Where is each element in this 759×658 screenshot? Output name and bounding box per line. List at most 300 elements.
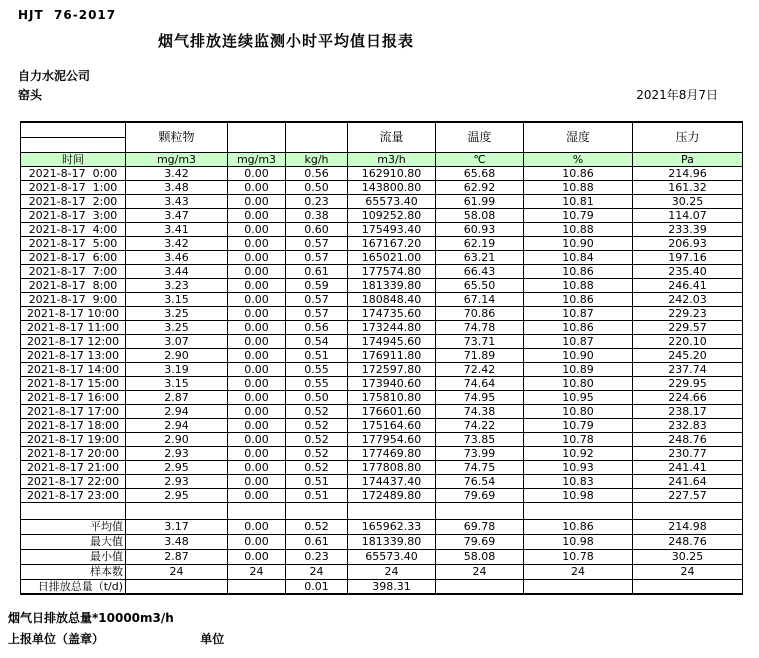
value-cell: 10.89 xyxy=(524,362,633,376)
value-cell: 167167.20 xyxy=(348,236,436,250)
value-cell: 30.25 xyxy=(633,194,743,208)
value-cell: 2.95 xyxy=(126,460,228,474)
value-cell: 0.00 xyxy=(228,306,286,320)
value-cell: 0.00 xyxy=(228,348,286,362)
time-cell: 2021-8-17 20:00 xyxy=(21,446,126,460)
value-cell: 10.86 xyxy=(524,166,633,180)
value-cell: 3.25 xyxy=(126,306,228,320)
value-cell xyxy=(524,579,633,594)
value-cell: 176601.60 xyxy=(348,404,436,418)
time-cell: 2021-8-17 22:00 xyxy=(21,474,126,488)
value-cell: 3.43 xyxy=(126,194,228,208)
value-cell: 73.85 xyxy=(436,432,524,446)
value-cell: 248.76 xyxy=(633,534,743,549)
table-row xyxy=(21,222,743,236)
value-cell: 227.57 xyxy=(633,488,743,502)
value-cell: 0.00 xyxy=(228,474,286,488)
time-cell: 2021-8-17 12:00 xyxy=(21,334,126,348)
group-header-row xyxy=(21,122,743,137)
value-cell: 0.52 xyxy=(286,404,348,418)
value-cell: 173244.80 xyxy=(348,320,436,334)
value-cell: 10.95 xyxy=(524,390,633,404)
spacer-cell xyxy=(126,502,228,519)
value-cell: 73.71 xyxy=(436,334,524,348)
value-cell: 229.57 xyxy=(633,320,743,334)
value-cell: 398.31 xyxy=(348,579,436,594)
value-cell: 2.90 xyxy=(126,432,228,446)
summary-label-text: 最大值 xyxy=(90,535,123,548)
value-cell: 62.92 xyxy=(436,180,524,194)
spacer-cell xyxy=(21,502,126,519)
value-cell: 0.51 xyxy=(286,348,348,362)
summary-label xyxy=(21,579,126,594)
value-cell: 0.00 xyxy=(228,390,286,404)
value-cell: 10.93 xyxy=(524,460,633,474)
time-cell: 2021-8-17 7:00 xyxy=(21,264,126,278)
unit-label: 单位 xyxy=(200,632,225,646)
table-row xyxy=(21,404,743,418)
time-header-bottom-cell xyxy=(21,137,126,152)
time-cell: 2021-8-17 4:00 xyxy=(21,222,126,236)
summary-label-text: 平均值 xyxy=(90,520,123,533)
value-cell xyxy=(436,579,524,594)
value-cell: 232.83 xyxy=(633,418,743,432)
value-cell: 79.69 xyxy=(436,488,524,502)
value-cell: 238.17 xyxy=(633,404,743,418)
company-name: 自力水泥公司 xyxy=(18,69,91,83)
table-row xyxy=(21,488,743,502)
value-cell: 242.03 xyxy=(633,292,743,306)
value-cell: 3.07 xyxy=(126,334,228,348)
value-cell: 161.32 xyxy=(633,180,743,194)
summary-label xyxy=(21,564,126,579)
value-cell: 24 xyxy=(524,564,633,579)
col-group-pressure: 压力 xyxy=(633,122,743,152)
value-cell: 10.98 xyxy=(524,534,633,549)
value-cell: 65573.40 xyxy=(348,194,436,208)
time-cell: 2021-8-17 23:00 xyxy=(21,488,126,502)
value-cell: 71.89 xyxy=(436,348,524,362)
value-cell: 229.95 xyxy=(633,376,743,390)
unit-header: mg/m3 xyxy=(228,152,286,166)
value-cell: 24 xyxy=(633,564,743,579)
time-cell: 2021-8-17 3:00 xyxy=(21,208,126,222)
value-cell: 0.52 xyxy=(286,446,348,460)
value-cell: 177954.60 xyxy=(348,432,436,446)
value-cell: 2.90 xyxy=(126,348,228,362)
time-cell: 2021-8-17 16:00 xyxy=(21,390,126,404)
value-cell: 0.57 xyxy=(286,306,348,320)
value-cell: 3.44 xyxy=(126,264,228,278)
table-row xyxy=(21,236,743,250)
time-cell: 2021-8-17 10:00 xyxy=(21,306,126,320)
value-cell: 0.61 xyxy=(286,534,348,549)
value-cell: 70.86 xyxy=(436,306,524,320)
value-cell: 0.23 xyxy=(286,194,348,208)
value-cell: 206.93 xyxy=(633,236,743,250)
value-cell: 214.98 xyxy=(633,519,743,534)
value-cell: 2.94 xyxy=(126,418,228,432)
value-cell: 0.57 xyxy=(286,250,348,264)
table-row xyxy=(21,208,743,222)
value-cell: 3.47 xyxy=(126,208,228,222)
value-cell: 65573.40 xyxy=(348,549,436,564)
spacer-row xyxy=(21,502,743,519)
time-cell: 2021-8-17 19:00 xyxy=(21,432,126,446)
summary-label-text: 日排放总量（t/d) xyxy=(37,579,123,593)
value-cell: 174945.60 xyxy=(348,334,436,348)
unit-header: Pa xyxy=(633,152,743,166)
time-header-top-cell xyxy=(21,122,126,137)
time-cell: 2021-8-17 13:00 xyxy=(21,348,126,362)
summary-label xyxy=(21,534,126,549)
value-cell: 10.86 xyxy=(524,519,633,534)
value-cell: 10.86 xyxy=(524,292,633,306)
value-cell: 24 xyxy=(436,564,524,579)
value-cell: 0.52 xyxy=(286,460,348,474)
value-cell xyxy=(126,579,228,594)
value-cell: 241.41 xyxy=(633,460,743,474)
value-cell: 69.78 xyxy=(436,519,524,534)
value-cell: 3.23 xyxy=(126,278,228,292)
value-cell: 0.56 xyxy=(286,320,348,334)
value-cell: 0.54 xyxy=(286,334,348,348)
value-cell: 0.00 xyxy=(228,166,286,180)
table-row xyxy=(21,264,743,278)
value-cell: 2.93 xyxy=(126,446,228,460)
value-cell: 0.00 xyxy=(228,334,286,348)
time-cell: 2021-8-17 6:00 xyxy=(21,250,126,264)
value-cell: 3.17 xyxy=(126,519,228,534)
value-cell: 2.87 xyxy=(126,549,228,564)
time-column-header: 时间 xyxy=(21,152,126,166)
value-cell: 175810.80 xyxy=(348,390,436,404)
value-cell: 165962.33 xyxy=(348,519,436,534)
value-cell: 10.83 xyxy=(524,474,633,488)
value-cell: 60.93 xyxy=(436,222,524,236)
value-cell: 0.23 xyxy=(286,549,348,564)
value-cell: 0.00 xyxy=(228,549,286,564)
value-cell: 0.00 xyxy=(228,432,286,446)
unit-header: ℃ xyxy=(436,152,524,166)
value-cell: 0.60 xyxy=(286,222,348,236)
summary-label-text: 最小值 xyxy=(90,550,123,563)
value-cell: 0.00 xyxy=(228,534,286,549)
time-cell: 2021-8-17 8:00 xyxy=(21,278,126,292)
unit-header: kg/h xyxy=(286,152,348,166)
unit-header: m3/h xyxy=(348,152,436,166)
value-cell: 30.25 xyxy=(633,549,743,564)
value-cell: 175493.40 xyxy=(348,222,436,236)
value-cell: 3.42 xyxy=(126,236,228,250)
time-cell: 2021-8-17 5:00 xyxy=(21,236,126,250)
value-cell: 74.95 xyxy=(436,390,524,404)
value-cell: 220.10 xyxy=(633,334,743,348)
value-cell: 0.00 xyxy=(228,446,286,460)
value-cell: 0.00 xyxy=(228,292,286,306)
value-cell: 0.50 xyxy=(286,390,348,404)
value-cell: 0.52 xyxy=(286,418,348,432)
value-cell: 0.57 xyxy=(286,292,348,306)
value-cell: 0.00 xyxy=(228,180,286,194)
value-cell: 10.79 xyxy=(524,418,633,432)
table-row xyxy=(21,278,743,292)
value-cell: 74.64 xyxy=(436,376,524,390)
value-cell: 24 xyxy=(348,564,436,579)
value-cell: 0.00 xyxy=(228,278,286,292)
report-table xyxy=(20,121,743,595)
value-cell: 0.38 xyxy=(286,208,348,222)
time-cell: 2021-8-17 2:00 xyxy=(21,194,126,208)
col-group-humidity: 湿度 xyxy=(524,122,633,152)
value-cell: 176911.80 xyxy=(348,348,436,362)
value-cell: 233.39 xyxy=(633,222,743,236)
value-cell: 24 xyxy=(126,564,228,579)
value-cell: 10.80 xyxy=(524,376,633,390)
value-cell: 74.75 xyxy=(436,460,524,474)
summary-row xyxy=(21,549,743,564)
value-cell: 0.00 xyxy=(228,404,286,418)
time-cell: 2021-8-17 9:00 xyxy=(21,292,126,306)
time-cell: 2021-8-17 15:00 xyxy=(21,376,126,390)
value-cell: 246.41 xyxy=(633,278,743,292)
value-cell: 73.99 xyxy=(436,446,524,460)
value-cell: 0.00 xyxy=(228,362,286,376)
value-cell: 2.93 xyxy=(126,474,228,488)
table-row xyxy=(21,348,743,362)
value-cell: 0.01 xyxy=(286,579,348,594)
value-cell: 79.69 xyxy=(436,534,524,549)
table-row xyxy=(21,418,743,432)
value-cell: 10.81 xyxy=(524,194,633,208)
value-cell: 74.38 xyxy=(436,404,524,418)
value-cell: 58.08 xyxy=(436,208,524,222)
meta-line xyxy=(18,86,718,103)
value-cell: 109252.80 xyxy=(348,208,436,222)
table-row xyxy=(21,180,743,194)
table-row xyxy=(21,334,743,348)
value-cell: 66.43 xyxy=(436,264,524,278)
value-cell: 0.00 xyxy=(228,488,286,502)
table-row xyxy=(21,166,743,180)
value-cell: 10.86 xyxy=(524,264,633,278)
value-cell: 0.59 xyxy=(286,278,348,292)
value-cell: 0.00 xyxy=(228,320,286,334)
flow-total-note: 烟气日排放总量*10000m3/h xyxy=(8,611,174,625)
table-row xyxy=(21,362,743,376)
value-cell: 0.61 xyxy=(286,264,348,278)
value-cell: 248.76 xyxy=(633,432,743,446)
value-cell: 3.48 xyxy=(126,534,228,549)
table-row xyxy=(21,390,743,404)
value-cell: 3.25 xyxy=(126,320,228,334)
value-cell: 181339.80 xyxy=(348,278,436,292)
value-cell: 0.51 xyxy=(286,474,348,488)
value-cell: 230.77 xyxy=(633,446,743,460)
page-title: 烟气排放连续监测小时平均值日报表 xyxy=(158,32,415,50)
value-cell: 174437.40 xyxy=(348,474,436,488)
col-group-temperature: 温度 xyxy=(436,122,524,152)
value-cell: 10.90 xyxy=(524,348,633,362)
value-cell xyxy=(633,579,743,594)
monitoring-point: 窑头 xyxy=(18,88,43,102)
value-cell: 3.19 xyxy=(126,362,228,376)
value-cell: 2.95 xyxy=(126,488,228,502)
spacer-cell xyxy=(524,502,633,519)
summary-label xyxy=(21,519,126,534)
value-cell xyxy=(228,579,286,594)
unit-header: mg/m3 xyxy=(126,152,228,166)
time-cell: 2021-8-17 21:00 xyxy=(21,460,126,474)
value-cell: 10.84 xyxy=(524,250,633,264)
value-cell: 241.64 xyxy=(633,474,743,488)
value-cell: 65.50 xyxy=(436,278,524,292)
value-cell: 3.48 xyxy=(126,180,228,194)
value-cell: 10.78 xyxy=(524,549,633,564)
value-cell: 62.19 xyxy=(436,236,524,250)
value-cell: 165021.00 xyxy=(348,250,436,264)
value-cell: 0.00 xyxy=(228,194,286,208)
value-cell: 3.41 xyxy=(126,222,228,236)
time-cell: 2021-8-17 11:00 xyxy=(21,320,126,334)
value-cell: 10.90 xyxy=(524,236,633,250)
value-cell: 3.15 xyxy=(126,292,228,306)
value-cell: 237.74 xyxy=(633,362,743,376)
value-cell: 2.87 xyxy=(126,390,228,404)
value-cell: 0.50 xyxy=(286,180,348,194)
value-cell: 197.16 xyxy=(633,250,743,264)
value-cell: 65.68 xyxy=(436,166,524,180)
time-cell: 2021-8-17 0:00 xyxy=(21,166,126,180)
spacer-cell xyxy=(286,502,348,519)
value-cell: 3.15 xyxy=(126,376,228,390)
summary-label xyxy=(21,549,126,564)
spacer-cell xyxy=(633,502,743,519)
value-cell: 63.21 xyxy=(436,250,524,264)
value-cell: 0.00 xyxy=(228,250,286,264)
value-cell: 58.08 xyxy=(436,549,524,564)
spacer-cell xyxy=(348,502,436,519)
unit-header-row xyxy=(21,152,743,166)
value-cell: 0.56 xyxy=(286,166,348,180)
report-unit-label: 上报单位（盖章） xyxy=(8,632,105,646)
value-cell: 2.94 xyxy=(126,404,228,418)
footer-line xyxy=(8,630,759,647)
value-cell: 177574.80 xyxy=(348,264,436,278)
value-cell: 74.78 xyxy=(436,320,524,334)
value-cell: 245.20 xyxy=(633,348,743,362)
col-group-blank-2 xyxy=(286,122,348,152)
summary-row xyxy=(21,579,743,594)
value-cell: 10.79 xyxy=(524,208,633,222)
value-cell: 0.00 xyxy=(228,418,286,432)
value-cell: 72.42 xyxy=(436,362,524,376)
value-cell: 10.87 xyxy=(524,306,633,320)
value-cell: 76.54 xyxy=(436,474,524,488)
spacer-cell xyxy=(436,502,524,519)
doc-code: HJT 76-2017 xyxy=(18,8,117,22)
value-cell: 235.40 xyxy=(633,264,743,278)
value-cell: 214.96 xyxy=(633,166,743,180)
report-date: 2021年8月7日 xyxy=(636,88,718,102)
value-cell: 0.00 xyxy=(228,236,286,250)
table-row xyxy=(21,320,743,334)
value-cell: 24 xyxy=(286,564,348,579)
table-row xyxy=(21,432,743,446)
value-cell: 180848.40 xyxy=(348,292,436,306)
value-cell: 172597.80 xyxy=(348,362,436,376)
summary-label-text: 样本数 xyxy=(90,565,123,578)
value-cell: 10.86 xyxy=(524,320,633,334)
time-cell: 2021-8-17 17:00 xyxy=(21,404,126,418)
time-cell: 2021-8-17 1:00 xyxy=(21,180,126,194)
table-row xyxy=(21,376,743,390)
value-cell: 0.00 xyxy=(228,264,286,278)
value-cell: 224.66 xyxy=(633,390,743,404)
value-cell: 10.88 xyxy=(524,222,633,236)
value-cell: 10.88 xyxy=(524,278,633,292)
table-row xyxy=(21,306,743,320)
value-cell: 3.46 xyxy=(126,250,228,264)
value-cell: 10.80 xyxy=(524,404,633,418)
value-cell: 114.07 xyxy=(633,208,743,222)
time-cell: 2021-8-17 18:00 xyxy=(21,418,126,432)
value-cell: 0.57 xyxy=(286,236,348,250)
summary-row xyxy=(21,564,743,579)
value-cell: 0.00 xyxy=(228,208,286,222)
value-cell: 0.00 xyxy=(228,222,286,236)
value-cell: 67.14 xyxy=(436,292,524,306)
table-row xyxy=(21,194,743,208)
summary-row xyxy=(21,519,743,534)
value-cell: 3.42 xyxy=(126,166,228,180)
value-cell: 0.51 xyxy=(286,488,348,502)
value-cell: 10.98 xyxy=(524,488,633,502)
value-cell: 0.55 xyxy=(286,362,348,376)
spacer-cell xyxy=(228,502,286,519)
value-cell: 173940.60 xyxy=(348,376,436,390)
value-cell: 10.88 xyxy=(524,180,633,194)
value-cell: 177469.80 xyxy=(348,446,436,460)
table-row xyxy=(21,446,743,460)
value-cell: 162910.80 xyxy=(348,166,436,180)
table-row xyxy=(21,474,743,488)
value-cell: 10.78 xyxy=(524,432,633,446)
value-cell: 175164.60 xyxy=(348,418,436,432)
value-cell: 0.00 xyxy=(228,519,286,534)
col-group-flow: 流量 xyxy=(348,122,436,152)
value-cell: 0.55 xyxy=(286,376,348,390)
value-cell: 0.52 xyxy=(286,432,348,446)
value-cell: 0.00 xyxy=(228,460,286,474)
value-cell: 0.00 xyxy=(228,376,286,390)
col-group-particulate: 颗粒物 xyxy=(126,122,228,152)
value-cell: 229.23 xyxy=(633,306,743,320)
value-cell: 143800.80 xyxy=(348,180,436,194)
unit-header: % xyxy=(524,152,633,166)
value-cell: 61.99 xyxy=(436,194,524,208)
value-cell: 181339.80 xyxy=(348,534,436,549)
value-cell: 172489.80 xyxy=(348,488,436,502)
value-cell: 174735.60 xyxy=(348,306,436,320)
value-cell: 10.87 xyxy=(524,334,633,348)
summary-row xyxy=(21,534,743,549)
value-cell: 0.52 xyxy=(286,519,348,534)
value-cell: 10.92 xyxy=(524,446,633,460)
table-row xyxy=(21,250,743,264)
value-cell: 177808.80 xyxy=(348,460,436,474)
time-cell: 2021-8-17 14:00 xyxy=(21,362,126,376)
